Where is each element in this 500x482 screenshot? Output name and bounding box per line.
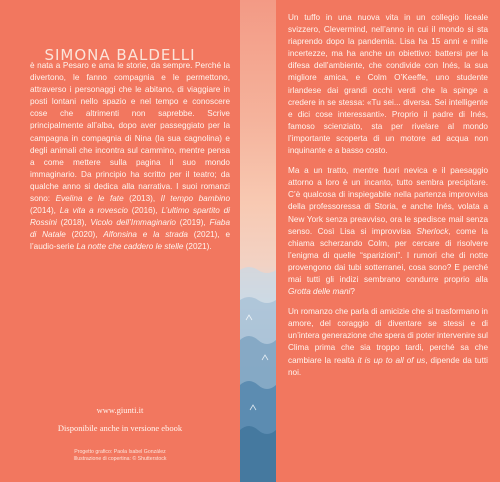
- title-text: Grotta delle mani: [288, 287, 351, 297]
- author-bio: [30, 60, 230, 254]
- waves-illustration: [240, 250, 276, 482]
- cover-illustration-strip: [240, 0, 276, 482]
- body-text: (2020),: [65, 230, 104, 240]
- body-text: (2014),: [30, 206, 60, 216]
- body-text: (2021).: [183, 242, 212, 252]
- title-text: Il tempo bambino: [160, 194, 231, 204]
- body-text: (2018),: [56, 218, 91, 228]
- body-text: Un romanzo che parla di amicizie che si trasformano in amore, del coraggio di diventare se stessi e di un’intera generazione che spera di poter intervenire sul Clima prima che sia troppo tardi, perché sa che cambiare la realtà: [288, 307, 488, 365]
- synopsis-paragraph: [288, 165, 488, 298]
- body-text: è nata a Pesaro e ama le storie, da sempre. Perché la divertono, le fanno compagnia e le permettono, attraverso i personaggi che le abitano, di viaggiare in posti lontani nello spazio e nel tempo e conoscere cose che altrimenti non saprebbe. Scrive principalmente all’alba, dopo aver passeggiato per la campagna in compagnia di Nina (la sua cagnolina) e degli animali che incontra sul cammino, mentre pensa a come mettere sulla pagina il suo mondo immaginario. Da principio ha scritto per il teatro; da qualche anno si dedica alla narrativa. I suoi romanzi sono:: [30, 61, 230, 204]
- author-name: SIMONA BALDELLI: [44, 46, 196, 65]
- title-text: Vicolo dell’Immaginario: [90, 218, 176, 228]
- title-text: it is up to all of us: [357, 355, 426, 365]
- title-text: La notte che caddero le stelle: [76, 242, 184, 252]
- body-text: , dipende da tutti noi.: [288, 355, 488, 377]
- title-text: Alfonsina e la strada: [103, 230, 188, 240]
- synopsis-paragraph: [288, 306, 488, 379]
- publisher-website: www.giunti.it: [96, 405, 144, 415]
- title-text: La vita a rovescio: [59, 206, 128, 216]
- body-text: Un tuffo in una nuova vita in un collegio liceale svizzero, Clevermind, nell’anno in cui il mondo si sta riaprendo dopo la pandemia. Lisa ha 15 anni e mille incertezze, ma ha anche un obiettivo: battersi per la difesa dell’ambiente, che condivide con Inés, la sua migliore amica, e Colm O’Keeffe, uno studente irlandese dai grandi occhi verdi che la spinge a credere in se stessa: «Tu sei... diversa. Sei intelligente e dici cose interessanti». Proprio il padre di Inés, famoso scienziato, sta per rivelare al mondo l’importante scoperta di un motore ad acqua non inquinante e a basso costo.: [288, 13, 488, 156]
- ebook-note: Disponibile anche in versione ebook: [57, 423, 183, 433]
- credits: [0, 449, 240, 463]
- body-text: , come la chiama scherzando Colm, per cercare di risolvere l’enigma di quelle “sparizioni”. I rumori che di notte provengono dai tubi sotterranei, cosa sono? E perché mai tutti gli indizi sembrano condurre proprio alla: [288, 226, 488, 284]
- credit-cover: Illustrazione di copertina: © Shutterstock: [73, 456, 167, 462]
- synopsis-paragraph: [288, 12, 488, 157]
- title-text: Evelina e le fate: [55, 194, 124, 204]
- body-text: (2013),: [123, 194, 161, 204]
- body-text: (2019),: [175, 218, 210, 228]
- left-flap: [0, 0, 240, 482]
- body-text: (2021), e l’audio-serie: [30, 230, 230, 252]
- title-text: Sherlock: [416, 226, 449, 236]
- book-synopsis: [288, 12, 488, 387]
- body-text: Ma a un tratto, mentre fuori nevica e il paesaggio attorno a loro è un incanto, tutto sembra precipitare. C’è qualcosa di inspiegabile nella partenza improvvisa della professoressa di Storia, e anche Inés, volata a New York senza preavviso, ora le spedisce mail senza senso. Così Lisa si improvvisa: [288, 166, 488, 236]
- title-text: L’ultimo spartito di Rossini: [30, 206, 230, 228]
- title-text: Fiaba di Natale: [30, 218, 230, 240]
- body-text: ?: [350, 287, 355, 297]
- credit-design: Progetto grafico: Paola Isabel González: [74, 449, 166, 455]
- body-text: (2016),: [127, 206, 162, 216]
